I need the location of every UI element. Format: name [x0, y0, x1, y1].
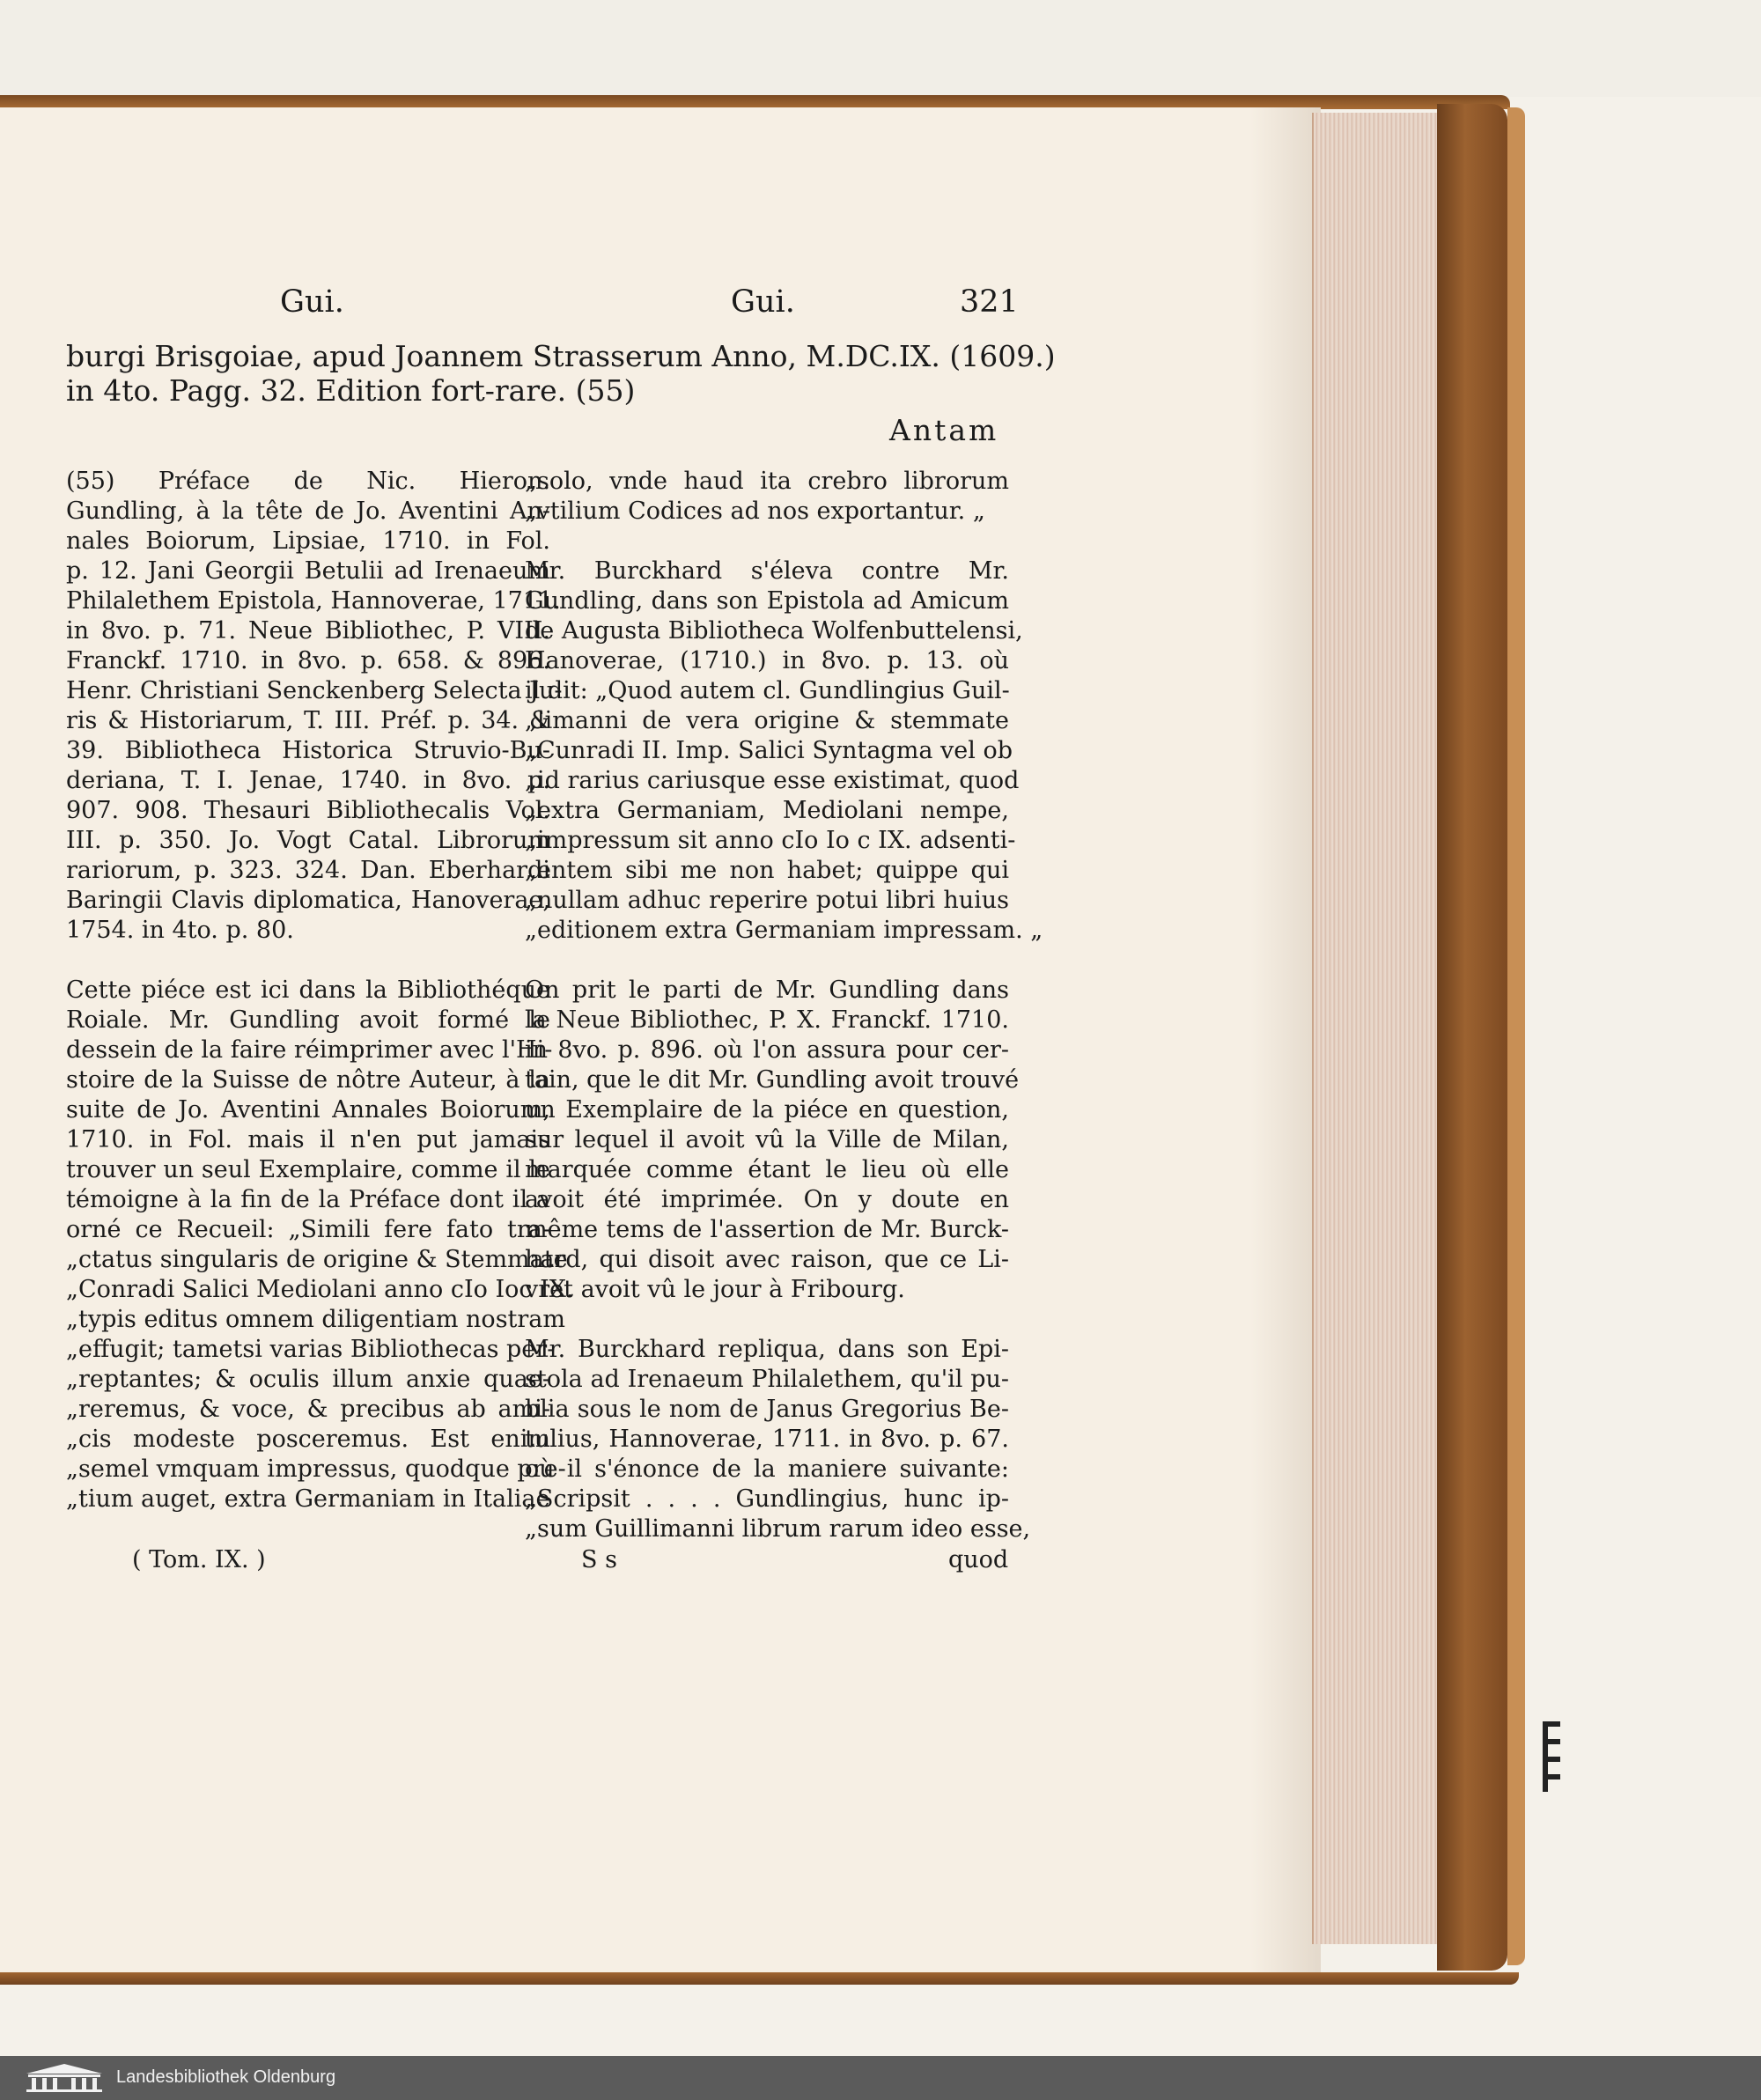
text-line: „ctatus singularis de origine & Stemmate: [66, 1246, 568, 1273]
background-top: [0, 0, 1761, 97]
page-number: 321: [960, 284, 1019, 320]
text-line: Cette piéce est ici dans la Bibliothéque: [66, 976, 550, 1004]
text-line: Mr. Burckhard repliqua, dans son Epi-: [525, 1336, 1009, 1363]
text-line: „solo, vnde haud ita crebro librorum: [525, 468, 1009, 495]
text-line: Franckf. 1710. in 8vo. p. 658. & 896.: [66, 647, 550, 674]
text-line: 39. Bibliotheca Historica Struvio-Bu-: [66, 737, 550, 764]
text-line: tulius, Hannoverae, 1711. in 8vo. p. 67.: [525, 1426, 1009, 1453]
text-line: Baringii Clavis diplomatica, Hanoverae,: [66, 887, 550, 914]
text-line: On prit le parti de Mr. Gundling dans: [525, 976, 1009, 1004]
text-line: Henr. Christiani Senckenberg Selecta Ju-: [66, 677, 563, 704]
text-line: 907. 908. Thesauri Bibliothecalis Vol.: [66, 797, 550, 824]
text-line: Hanoverae, (1710.) in 8vo. p. 13. où: [525, 647, 1009, 674]
paragraph-gap: [66, 946, 550, 976]
text-line: dessein de la faire réimprimer avec l'Hi-: [66, 1036, 553, 1064]
left-column: [66, 467, 574, 1514]
text-line: Gundling, à la tête de Jo. Aventini An-: [66, 497, 550, 525]
text-line: témoigne à la fin de la Préface dont il a: [66, 1186, 550, 1213]
text-line: la Neue Bibliothec, P. X. Franckf. 1710.: [525, 1006, 1009, 1034]
text-line: „nullam adhuc reperire potui libri huius: [525, 887, 1009, 914]
text-line: „semel vmquam impressus, quodque pre-: [66, 1455, 566, 1483]
text-line: 1710. in Fol. mais il n'en put jamais: [66, 1126, 550, 1153]
text-line: in 8vo. p. 896. où l'on assura pour cer-: [525, 1036, 1009, 1064]
page-gutter-shade: [1250, 107, 1321, 1983]
text-line: marquée comme étant le lieu où elle: [525, 1156, 1009, 1183]
text-line: Gundling, dans son Epistola ad Amicum: [525, 587, 1009, 615]
text-line: stola ad Irenaeum Philalethem, qu'il pu-: [525, 1366, 1009, 1393]
text-line: il dit: „Quod autem cl. Gundlingius Guil-: [525, 677, 1010, 704]
text-line: Roiale. Mr. Gundling avoit formé le: [66, 1006, 550, 1034]
library-building-icon: [25, 2063, 104, 2093]
text-line: tain, que le dit Mr. Gundling avoit trouvé: [525, 1066, 1020, 1094]
text-line: orné ce Recueil: „Simili fere fato tra-: [66, 1216, 550, 1243]
text-line: „limanni de vera origine & stemmate: [525, 707, 1009, 734]
text-line: même tems de l'assertion de Mr. Burck-: [525, 1216, 1009, 1243]
book-cover-edge-bottom: [0, 1972, 1519, 1985]
text-line: „extra Germaniam, Mediolani nempe,: [525, 797, 1009, 824]
text-line: „tium auget, extra Germaniam in Italiae: [66, 1485, 550, 1513]
text-line: ris & Historiarum, T. III. Préf. p. 34. &: [66, 707, 550, 734]
text-line: de Augusta Bibliotheca Wolfenbuttelensi,: [525, 617, 1023, 645]
text-line: hard, qui disoit avec raison, que ce Li-: [525, 1246, 1009, 1273]
text-line: „effugit; tametsi varias Bibliothecas per-: [66, 1336, 556, 1363]
text-line: Philalethem Epistola, Hannoverae, 1711.: [66, 587, 561, 615]
text-line: avoit été imprimée. On y doute en: [525, 1186, 1009, 1213]
text-line: „entem sibi me non habet; quippe qui: [525, 857, 1009, 884]
scale-bar: [1543, 1721, 1548, 1792]
text-line: stoire de la Suisse de nôtre Auteur, à la: [66, 1066, 550, 1094]
text-line: (55) Préface de Nic. Hieron.: [66, 468, 550, 495]
text-line: „vtilium Codices ad nos exportantur. „: [525, 497, 985, 525]
book-cover-board: [1437, 104, 1507, 1971]
paragraph-gap: [525, 527, 1009, 556]
text-line: blia sous le nom de Janus Gregorius Be-: [525, 1396, 1009, 1423]
paragraph-gap: [525, 946, 1009, 976]
text-line: in 8vo. p. 71. Neue Bibliothec, P. VIII.: [66, 617, 550, 645]
text-line: III. p. 350. Jo. Vogt Catal. Librorum: [66, 827, 550, 854]
text-line: „id rarius cariusque esse existimat, quod: [525, 767, 1020, 794]
paragraph-gap: [525, 1305, 1009, 1335]
text-line: trouver un seul Exemplaire, comme il le: [66, 1156, 550, 1183]
text-line: un Exemplaire de la piéce en question,: [525, 1096, 1009, 1124]
text-line: Mr. Burckhard s'éleva contre Mr.: [525, 557, 1009, 585]
catchword-top: Antam: [889, 413, 999, 447]
text-line: „Scripsit . . . . Gundlingius, hunc ip-: [525, 1485, 1009, 1513]
text-line: suite de Jo. Aventini Annales Boiorum,: [66, 1096, 550, 1124]
text-line: „reremus, & voce, & precibus ab ami-: [66, 1396, 550, 1423]
signature-mark: S s: [581, 1546, 617, 1573]
text-line: „reptantes; & oculis illum anxie quae-: [66, 1366, 550, 1393]
running-head-center: Gui.: [731, 284, 795, 320]
library-footer-bar: [0, 2056, 1761, 2100]
library-name: Landesbibliothek Oldenburg: [116, 2067, 336, 2087]
text-line: où il s'énonce de la maniere suivante:: [525, 1455, 1009, 1483]
right-column: [525, 467, 1043, 1544]
text-line: rariorum, p. 323. 324. Dan. Eberhardi: [66, 857, 550, 884]
text-line: p. 12. Jani Georgii Betulii ad Irenaeum: [66, 557, 550, 585]
text-line: „Cunradi II. Imp. Salici Syntagma vel ob: [525, 737, 1013, 764]
text-line: „impressum sit anno cIo Io c IX. adsenti-: [525, 827, 1016, 854]
text-line: deriana, T. I. Jenae, 1740. in 8vo. p.: [66, 767, 550, 794]
text-line: „cis modeste posceremus. Est enim: [66, 1426, 550, 1453]
text-line: vret avoit vû le jour à Fribourg.: [525, 1276, 905, 1303]
running-head-left: Gui.: [280, 284, 344, 320]
text-line: sur lequel il avoit vû la Ville de Milan,: [525, 1126, 1009, 1153]
text-line: „Conradi Salici Mediolani anno cIo Ioc IX.: [66, 1276, 574, 1303]
text-line: „editionem extra Germaniam impressam. „: [525, 917, 1043, 944]
catchword: quod: [948, 1546, 1009, 1573]
text-line: 1754. in 4to. p. 80.: [66, 917, 294, 944]
text-line: „typis editus omnem diligentiam nostram: [66, 1306, 565, 1333]
text-line: burgi Brisgoiae, apud Joannem Strasserum Anno, M.DC.IX. (1609.): [66, 339, 1056, 373]
text-line: nales Boiorum, Lipsiae, 1710. in Fol.: [66, 527, 550, 555]
book-cover-rim: [1507, 107, 1525, 1965]
volume-mark: ( Tom. IX. ): [132, 1546, 266, 1573]
text-line: „sum Guillimanni librum rarum ideo esse,: [525, 1515, 1031, 1543]
text-line: in 4to. Pagg. 32. Edition fort-rare. (55): [66, 373, 636, 408]
page-edges: [1312, 113, 1439, 1944]
